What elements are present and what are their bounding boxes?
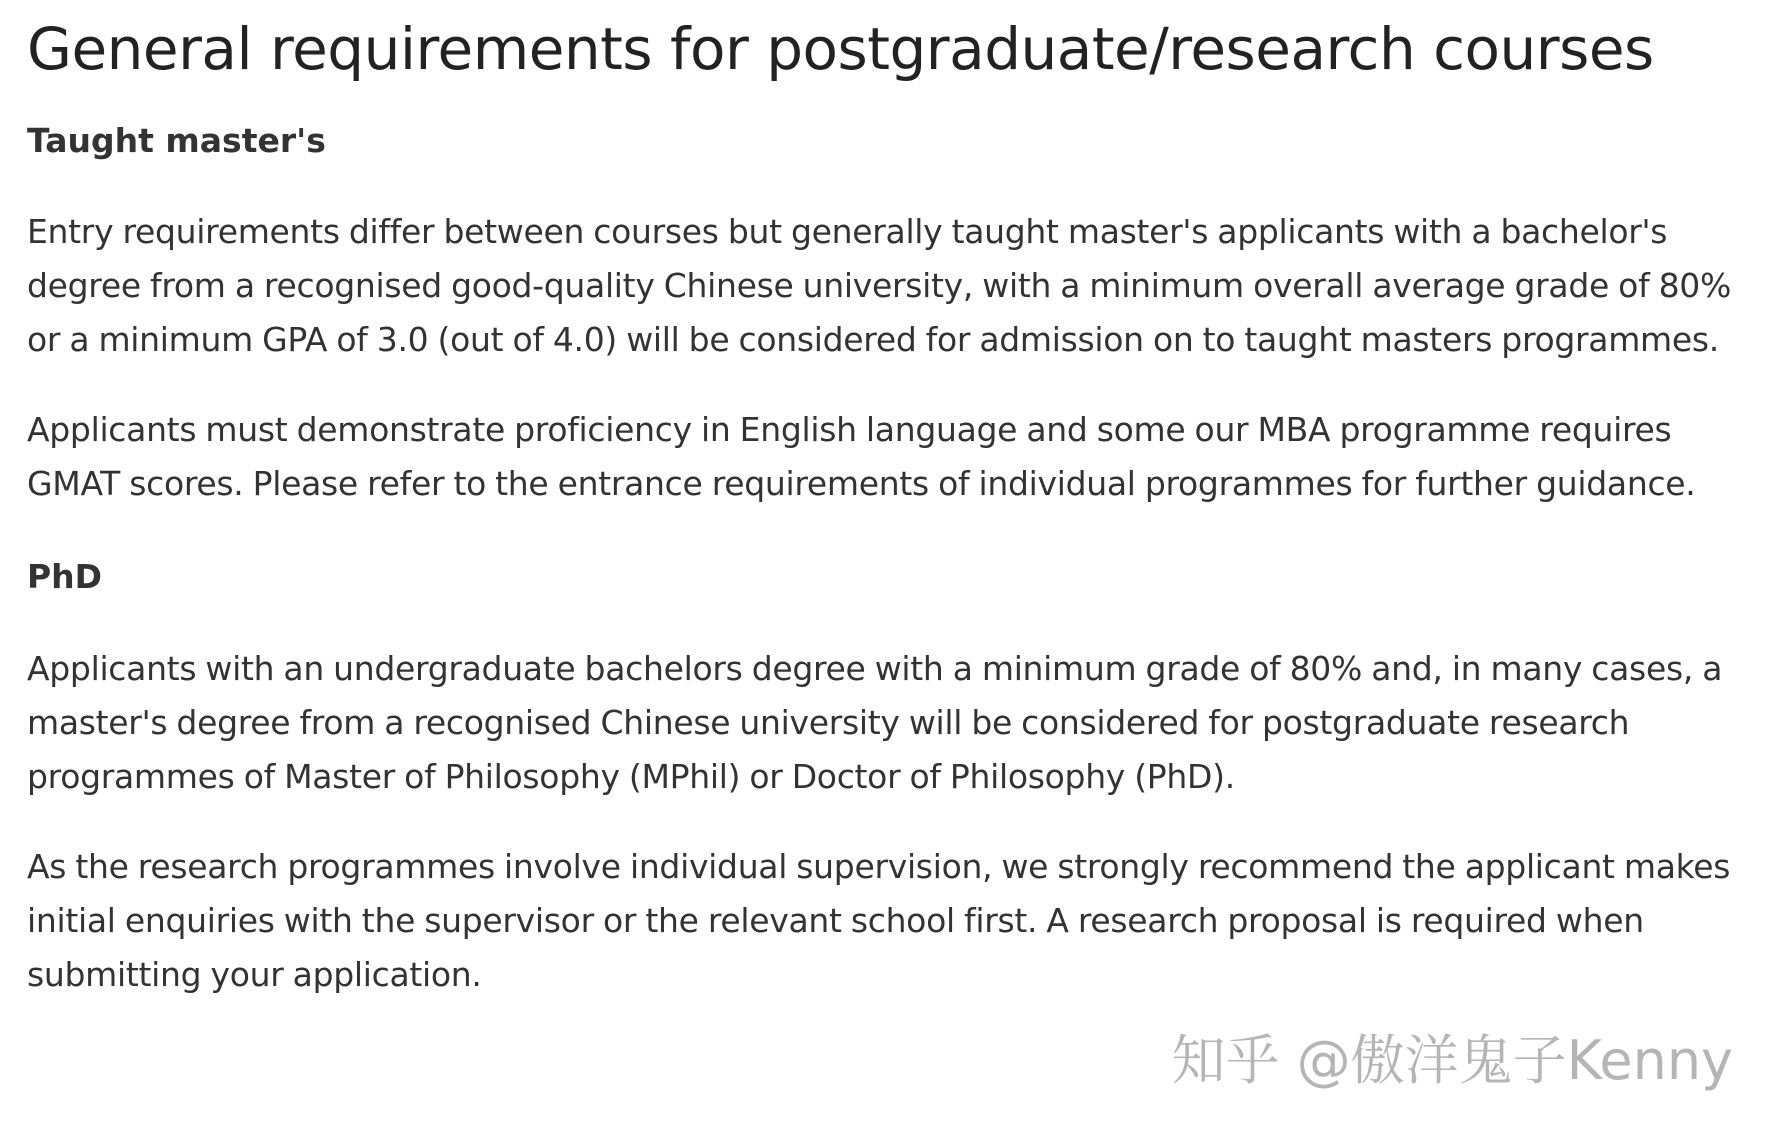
phd-entry-paragraph: Applicants with an undergraduate bachelors degree with a minimum grade of 80% and, in many cases, a master's degree from a recognised Chinese university will be considered for postgraduate research programmes of Master of Philosophy (MPhil) or Doctor of Philosophy (PhD). [27, 649, 1723, 797]
phd-supervision-paragraph: As the research programmes involve individual supervision, we strongly recommend the applicant makes initial enquiries with the supervisor or the relevant school first. A research proposal is required when submitting your application. [27, 847, 1731, 995]
taught-masters-english-paragraph: Applicants must demonstrate proficiency in English language and some our MBA programme requires GMAT scores. Please refer to the entrance requirements of individual programmes for further guidance. [27, 409, 1696, 503]
content-page [27, 0, 1762, 1002]
section-heading-phd: PhD [27, 556, 103, 596]
section-heading-taught-masters: Taught master's [27, 121, 326, 160]
watermark-logo: 知乎 @傲洋鬼子Kenny [1171, 1029, 1733, 1092]
taught-masters-entry-paragraph: Entry requirements differ between courses but generally taught master's applicants with a bachelor's degree from a recognised good-quality Chinese university, with a minimum overall average grade of 80% or a minimum GPA of 3.0 (out of 4.0) will be considered for admission on to taught masters programmes. [27, 211, 1732, 359]
page-title: General requirements for postgraduate/research courses [27, 15, 1654, 83]
